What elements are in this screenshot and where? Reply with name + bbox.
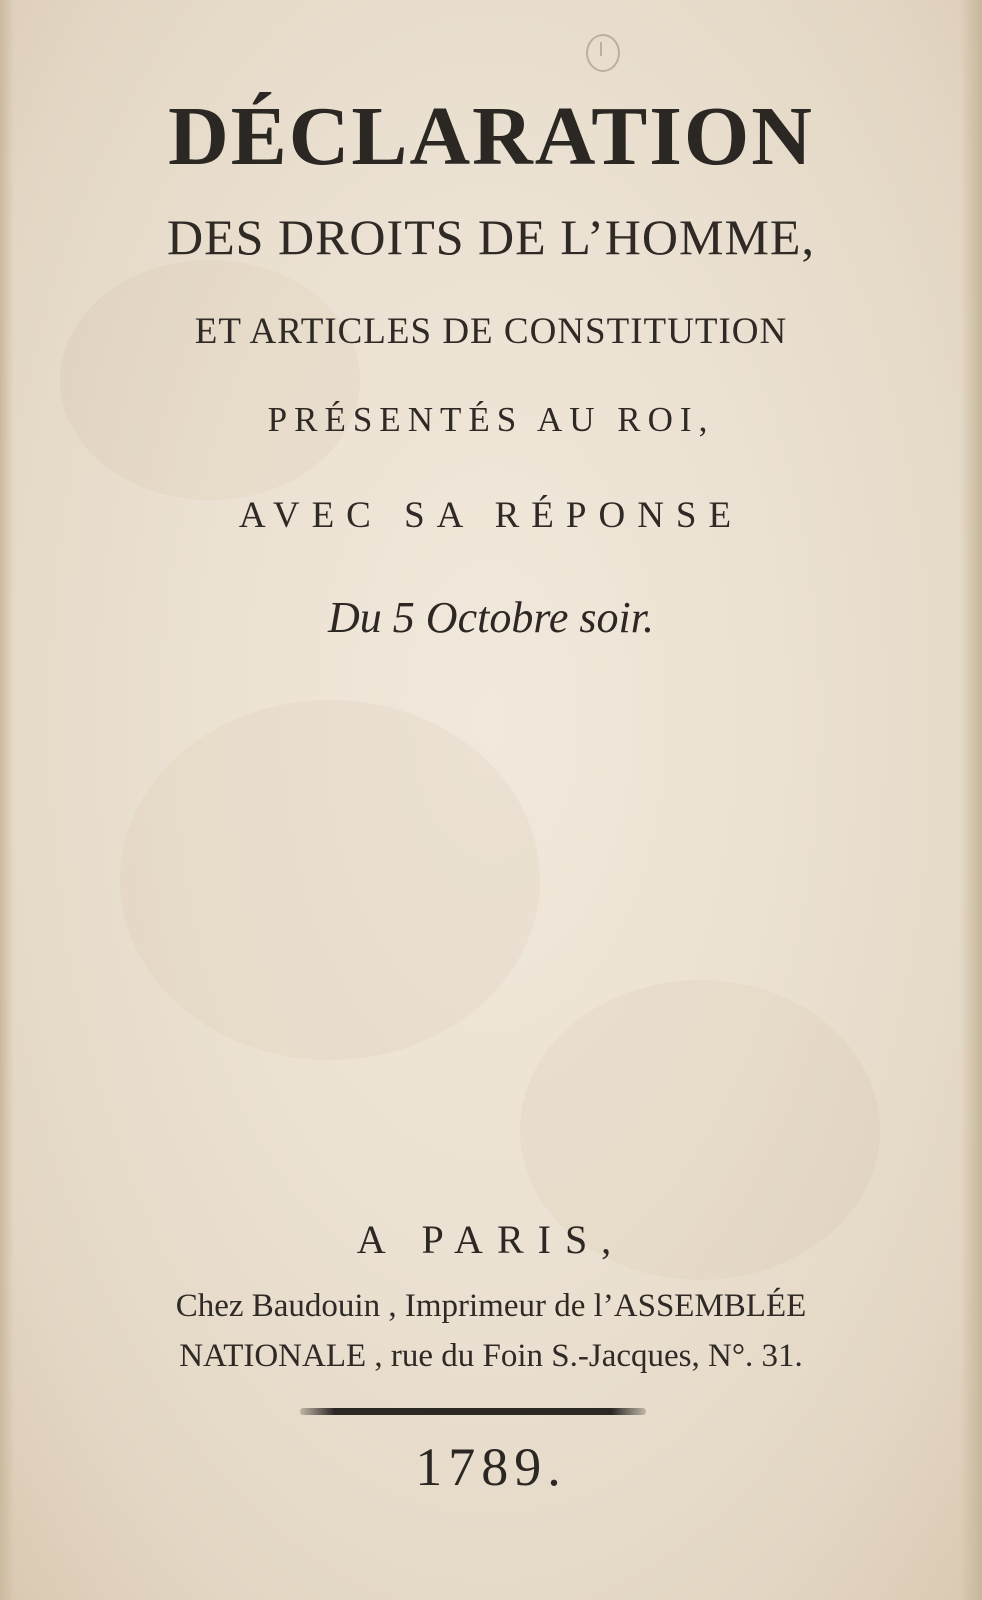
- subtitle-line-2: ET ARTICLES DE CONSTITUTION: [194, 311, 788, 352]
- subtitle-line-3: PRÉSENTÉS AU ROI,: [267, 400, 715, 439]
- imprint-printer-line-2: NATIONALE , rue du Foin S.-Jacques, N°. 31.: [179, 1338, 803, 1374]
- date-line: Du 5 Octobre soir.: [328, 593, 654, 642]
- library-stamp-icon: [586, 34, 620, 72]
- document-title: DÉCLARATION: [168, 90, 814, 183]
- paper-stain: [60, 260, 360, 500]
- imprint-printer-line-1: Chez Baudouin , Imprimeur de l’ASSEMBLÉE: [175, 1288, 807, 1324]
- subtitle-line-4: AVEC SA RÉPONSE: [238, 495, 744, 536]
- paper-stain: [120, 700, 540, 1060]
- subtitle-line-1: DES DROITS DE L’HOMME,: [167, 209, 815, 265]
- imprint-year: 1789.: [415, 1437, 567, 1497]
- imprint-place: A PARIS,: [356, 1217, 626, 1262]
- divider-rule: [300, 1408, 646, 1415]
